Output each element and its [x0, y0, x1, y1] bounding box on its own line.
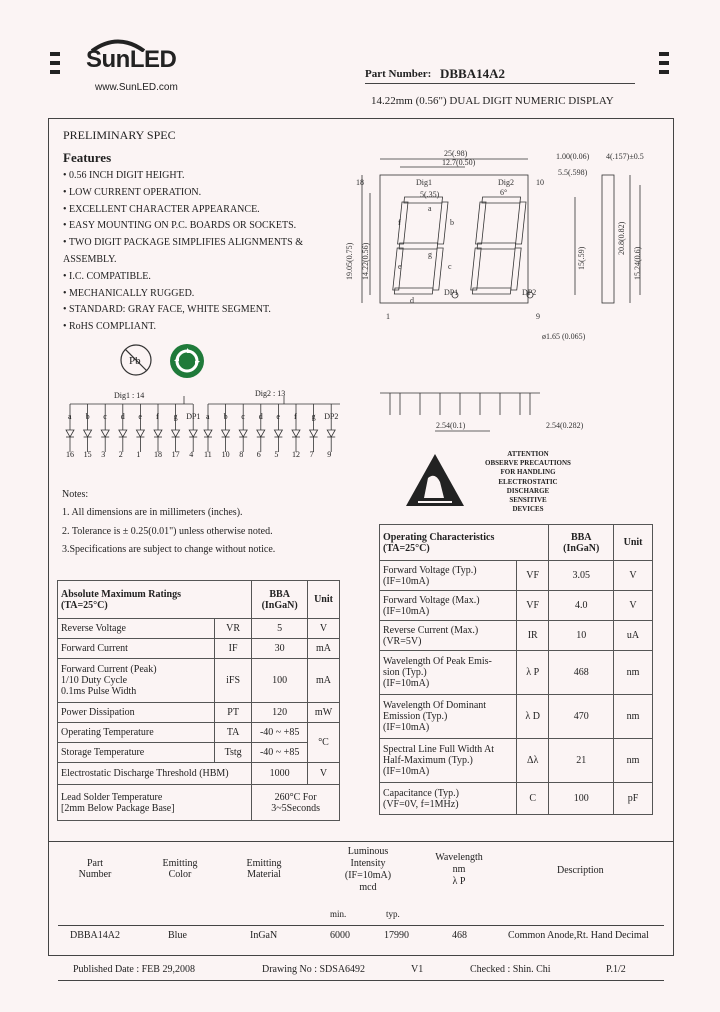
sel-h-typ: typ.: [386, 909, 400, 919]
esd-warning-icon: [404, 452, 466, 508]
sel-color: Blue: [168, 930, 187, 941]
dim-pin-span: 2.54(0.1): [436, 421, 466, 430]
segment-label: g: [311, 412, 316, 421]
sel-h-min: min.: [330, 909, 347, 919]
spec-status: PRELIMINARY SPEC: [63, 128, 176, 142]
pin-label: 6: [256, 450, 261, 459]
package-dimension-drawing: [340, 145, 670, 445]
part-number-label: Part Number:: [365, 68, 432, 80]
pin-label: 17: [171, 450, 180, 459]
brand-name: SunLED: [86, 46, 177, 73]
pin-dia: ø1.65 (0.065): [542, 332, 586, 341]
dig1-label: Dig1: [416, 178, 432, 187]
sel-mat: InGaN: [250, 930, 278, 941]
features-list: [63, 168, 303, 336]
pin-label: 18: [154, 450, 162, 459]
list-item: • I.C. COMPATIBLE.: [63, 270, 151, 282]
list-item: • EASY MOUNTING ON P.C. BOARDS OR SOCKETS.: [63, 220, 297, 232]
sel-typ: 17990: [384, 930, 409, 941]
list-item: • LOW CURRENT OPERATION.: [63, 186, 202, 198]
pin-label: 16: [66, 450, 74, 459]
sel-h-desc: Description: [557, 865, 604, 876]
pin-label: 5: [274, 450, 279, 459]
esd-notice: ATTENTION OBSERVE PRECAUTIONS FOR HANDLING ELECTROSTATIC DISCHARGE SENSITIVE DEVICES: [485, 450, 571, 514]
rohs-recycle-icon: [168, 342, 206, 380]
pin-label: 1: [136, 450, 141, 459]
pin-label: 12: [292, 450, 300, 459]
sel-h-color: Emitting Color: [162, 858, 198, 880]
sel-desc: Common Anode,Rt. Hand Decimal: [508, 930, 649, 941]
website-link[interactable]: www.SunLED.com: [95, 82, 178, 93]
pb-free-icon: [118, 342, 154, 378]
segment-label: f: [294, 412, 297, 421]
sel-h-lum: Luminous Intensity (IF=10mA) mcd: [344, 846, 392, 893]
list-item: • EXCELLENT CHARACTER APPEARANCE.: [63, 203, 260, 215]
list-item: ASSEMBLY.: [63, 253, 117, 265]
product-description: 14.22mm (0.56") DUAL DIGIT NUMERIC DISPLAY: [371, 95, 614, 107]
segment-label: a: [68, 412, 72, 421]
seg-e-label: e: [398, 262, 402, 271]
pin-label: 10: [221, 450, 230, 459]
seg-f-label: f: [398, 218, 401, 227]
sel-wave: 468: [452, 930, 467, 941]
pin-label: 2: [118, 450, 123, 459]
footer-published: Published Date : FEB 29,2008: [73, 964, 195, 975]
list-item: • MECHANICALLY RUGGED.: [63, 287, 195, 299]
list-item: • 0.56 INCH DIGIT HEIGHT.: [63, 170, 185, 181]
list-item: • TWO DIGIT PACKAGE SIMPLIFIES ALIGNMENTS &: [63, 237, 304, 249]
pin-label: 7: [309, 450, 314, 459]
dim-top: 25(.98): [444, 149, 468, 158]
note-1: 1. All dimensions are in millimeters (inches).: [62, 507, 243, 518]
pin-label: 9: [327, 450, 332, 459]
list-item: • STANDARD: GRAY FACE, WHITE SEGMENT.: [63, 304, 271, 316]
segment-label: d: [258, 412, 263, 421]
circuit-labels: [58, 408, 348, 468]
dim-width: 1.00(0.06): [556, 152, 590, 161]
note-2: 2. Tolerance is ± 0.25(0.01") unless otherwise noted.: [62, 526, 273, 537]
left-marks: [50, 52, 60, 74]
right-marks: [659, 52, 669, 74]
segment-label: a: [206, 412, 210, 421]
sel-min: 6000: [330, 930, 350, 941]
absolute-max-table: Absolute Maximum Ratings (TA=25°C) BBA (InGaN) Unit Reverse Voltage VR 5 V Forward Current IF 30 mA Forward Current (Peak) 1/10 Duty Cycle 0.1ms Pulse Width iFS 100 mA Power Dissipation PT 120 mW Operating Temperature TA -40 ~ +85 °C Storage Temperature Tstg -40 ~ +85 Electrostatic Discharge Threshold (HBM) 1000 V Lead Solder Temperature [2mm Below Package Base] 260°C For 3~5Seconds: [57, 580, 340, 821]
dim-row: 15(.59): [577, 246, 586, 270]
circuit-dig1-label: Dig1 : 14: [114, 391, 145, 400]
segment-label: d: [120, 412, 125, 421]
dim-digit-h: 14.22(0.56): [361, 242, 370, 280]
segment-label: DP2: [324, 412, 339, 421]
dim-pin-row: 2.54(0.282): [546, 421, 584, 430]
sel-h-mat: Emitting Material: [246, 858, 282, 880]
footer-checked: Checked : Shin. Chi: [470, 964, 551, 975]
dim-pitch: 12.7(0.50): [442, 158, 476, 167]
sel-h-wave: Wavelength nm λ P: [435, 852, 483, 887]
pin1-label: 1: [386, 312, 390, 321]
sel-h-part: Part Number: [78, 858, 112, 880]
pin-label: 11: [204, 450, 212, 459]
seg-a-label: a: [428, 204, 432, 213]
brand-logo: [86, 42, 176, 74]
pin-label: 3: [101, 450, 106, 459]
seg-g-label: g: [428, 250, 432, 259]
footer-version: V1: [411, 964, 424, 975]
seg-b-label: b: [450, 218, 454, 227]
segment-label: DP1: [186, 412, 201, 421]
pin-label: 8: [239, 450, 244, 459]
sel-part: DBBA14A2: [70, 930, 121, 941]
notes-title: Notes:: [62, 489, 89, 500]
note-3: 3.Specifications are subject to change without notice.: [62, 544, 276, 555]
footer-drawing: Drawing No : SDSA6492: [262, 964, 366, 975]
circuit-dig2-label: Dig2 : 13: [255, 389, 286, 398]
pin-label: 4: [189, 450, 194, 459]
dim-pin-len: 5.5(.598): [558, 168, 588, 177]
seg-c-label: c: [448, 262, 452, 271]
pin9-label: 9: [536, 312, 540, 321]
dim-thick: 4(.157)±0.5: [606, 152, 644, 161]
list-item: • RoHS COMPLIANT.: [63, 321, 157, 333]
segment-label: e: [276, 412, 280, 421]
segment-label: e: [138, 412, 142, 421]
segment-label: c: [103, 412, 107, 421]
features-title: Features: [63, 150, 112, 165]
dp1-label: DP1: [444, 288, 459, 297]
dim-seg: 5(.35): [420, 190, 440, 199]
dim-side-a: 15.24(0.6): [633, 246, 642, 280]
pin10-label: 10: [536, 178, 544, 187]
seg-d-label: d: [410, 296, 414, 305]
segment-label: g: [173, 412, 178, 421]
segment-label: f: [156, 412, 159, 421]
segment-label: b: [85, 412, 90, 421]
dig2-label: Dig2: [498, 178, 514, 187]
segment-label: c: [241, 412, 245, 421]
dim-side-b: 20.8(0.82): [617, 221, 626, 255]
dim-height: 19.05(0.75): [345, 242, 354, 280]
footer-page: P.1/2: [606, 964, 626, 975]
dp2-label: DP2: [522, 288, 537, 297]
sun-arc-icon: [88, 38, 148, 52]
operating-characteristics-table: Operating Characteristics (TA=25°C) BBA (InGaN) Unit Forward Voltage (Typ.) (IF=10mA) VF 3.05 V Forward Voltage (Max.) (IF=10mA) VF 4.0 V Reverse Current (Max.) (VR=5V) IR 10 uA Wavelength Of Peak Emis- sion (Typ.) (IF=10mA) λ P 468 nm Wavelength Of Dominant Emission (Typ.) (IF=10mA) λ D 470 nm Spectral Line Full Width At Half-Maximum (Typ.) (IF=10mA) Δλ 21 nm Capacitance (Typ.) (VF=0V, f=1MHz) C 100 pF: [379, 524, 653, 815]
pin18-label: 18: [356, 178, 364, 187]
svg-text:Pb: Pb: [129, 355, 141, 367]
segment-label: b: [223, 412, 228, 421]
pin-label: 15: [83, 450, 92, 459]
part-number: DBBA14A2: [440, 66, 506, 81]
angle-label: 6°: [500, 188, 508, 197]
